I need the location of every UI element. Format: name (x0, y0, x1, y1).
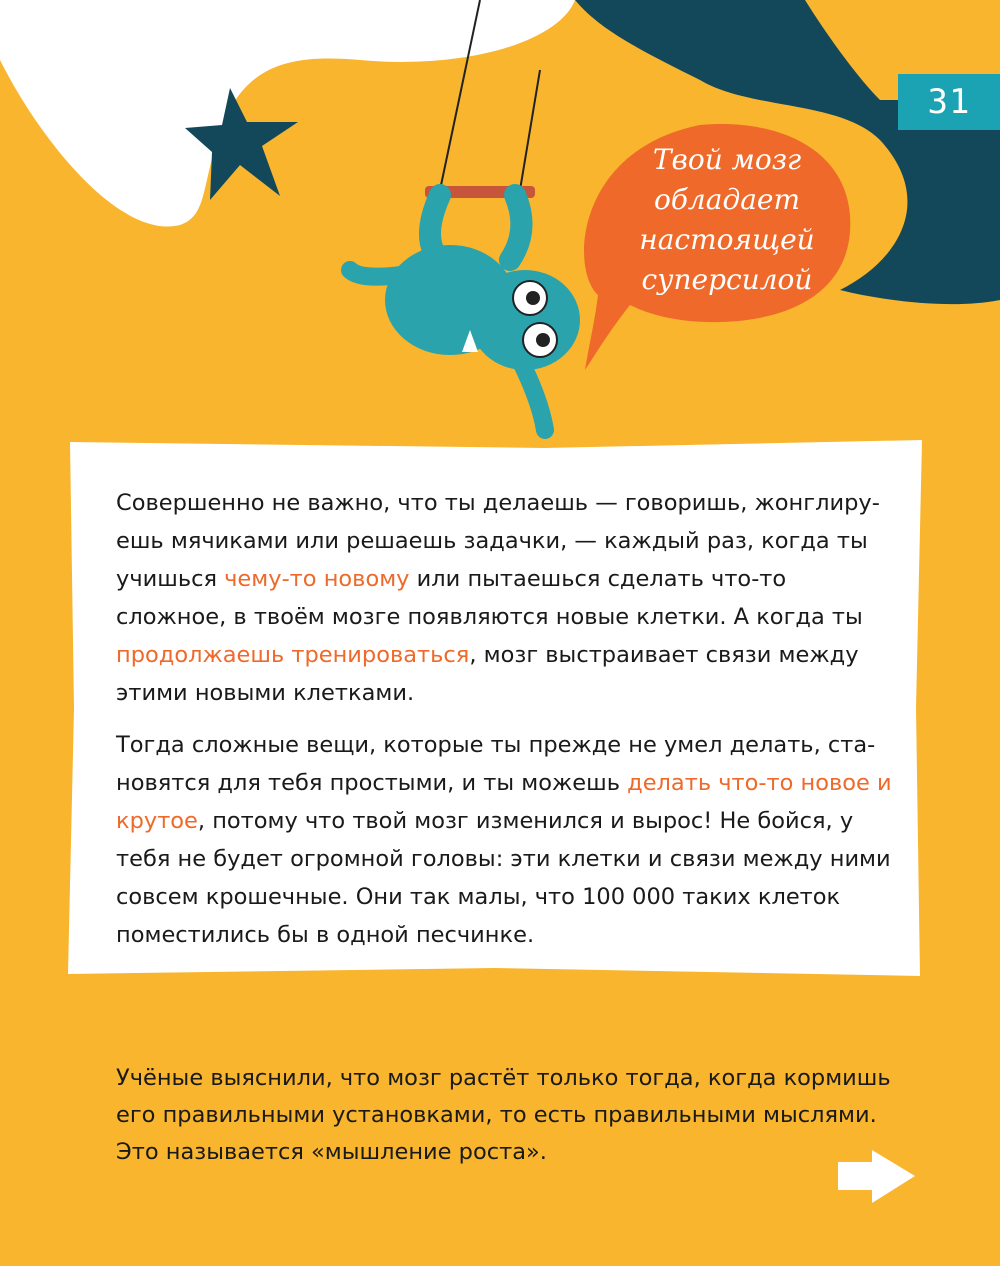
speech-bubble-text (612, 140, 842, 300)
bubble-line: обладает (653, 183, 801, 216)
page-number: 31 (898, 74, 1000, 130)
highlight-text: делать что-то новое и крутое (116, 770, 892, 834)
paragraph-2 (116, 726, 896, 954)
bubble-line: Твой мозг (652, 143, 802, 176)
next-page-button[interactable] (830, 1146, 916, 1208)
text-run: или пытаешься сделать что-то сложное, в твоём мозге появляются новые клетки. А когда ты (116, 566, 863, 630)
highlight-text: продолжаешь тренироваться (116, 642, 470, 668)
trapeze-rope-right (520, 70, 540, 190)
highlight-text: чему-то новому (224, 566, 410, 592)
bubble-line: настоящей (639, 223, 815, 256)
text-run: Совершенно не важно, что ты делаешь — говоришь, жонглируешь мячиками или решаешь задачки, — каждый раз, когда ты учишься (116, 490, 880, 592)
text-run: , мозг выстраивает связи между этими новыми клетками. (116, 642, 859, 706)
paragraph-1 (116, 484, 896, 712)
footer-text: Учёные выяснили, что мозг растёт только тогда, когда кормишь его правильными установками, то есть правильными мыслями. Это называется «мышление роста». (116, 1065, 891, 1165)
text-run: , потому что твой мозг изменился и вырос! Не бойся, у тебя не будет огромной головы: эти клетки и связи между ними совсем крошечные. Они так малы, что 100 000 таких клеток поместились бы в одной песчинке. (116, 808, 891, 948)
bubble-line: суперсилой (641, 263, 813, 296)
text-run: Тогда сложные вещи, которые ты прежде не умел делать, становятся для тебя простыми, и ты можешь (116, 732, 876, 796)
monster-illustration (350, 195, 580, 430)
card-body (116, 484, 896, 968)
